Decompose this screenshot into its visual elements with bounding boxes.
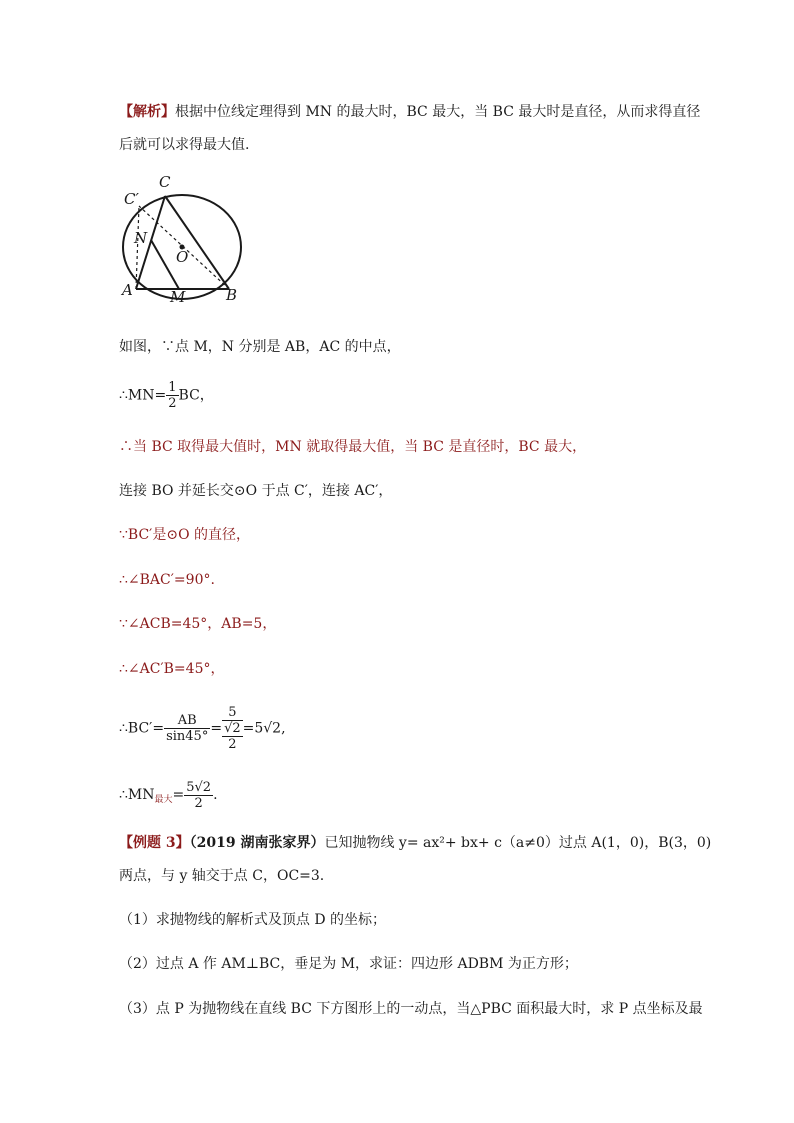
analysis-text-1: 根据中位线定理得到 MN 的最大时，BC 最大，当 BC 最大时是直径，从而求得直径 [175, 104, 701, 120]
segment-mn [151, 240, 179, 289]
analysis-line-1 [119, 101, 700, 123]
analysis-line-2: 后就可以求得最大值. [119, 137, 250, 153]
label-a: A [122, 281, 133, 299]
step-8: ∴∠AC′B=45°， [119, 661, 225, 677]
example-text-1: 已知抛物线 y= ax²+ bx+ c（a≠0）过点 A(1，0)，B(3，0) [324, 835, 712, 851]
example-source: （2019 湖南张家界） [189, 835, 325, 851]
step-2: ∴MN= $\frac{1}{2}$ BC， [119, 380, 214, 411]
label-o: O [176, 248, 189, 266]
question-2: （2）过点 A 作 AM⊥BC，垂足为 M，求证：四边形 ADBM 为正方形； [119, 956, 578, 972]
geometry-figure [112, 170, 252, 306]
label-n: N [134, 229, 148, 247]
label-b: B [226, 286, 238, 304]
example-line-1 [119, 832, 711, 854]
step-10: $\therefore MN_{最大}=$ $\frac{5√2}{2}$ . [119, 779, 218, 811]
step-7: ∵∠ACB=45°，AB=5， [119, 616, 277, 632]
fraction-result: $\frac{5√2}{2}$ [186, 779, 212, 811]
fraction-ab-sin: $\frac{AB}{\sin 45^\circ}$ [166, 713, 209, 744]
step-4: 连接 BO 并延长交⊙O 于点 C′，连接 AC′， [119, 483, 393, 499]
segment-acp [136, 206, 139, 289]
step-3: ∴当 BC 取得最大值时，MN 就取得最大值，当 BC 是直径时，BC 最大， [119, 439, 587, 455]
question-3: （3）点 P 为抛物线在直线 BC 下方图形上的一动点，当△PBC 面积最大时，求 P 点坐标及最 [119, 1001, 703, 1017]
label-m: M [170, 288, 186, 306]
fraction-nested: 5 √2 2 [224, 705, 241, 752]
step-1: 如图，∵点 M，N 分别是 AB，AC 的中点， [119, 339, 401, 355]
step-9: ∴BC′= $\frac{AB}{\sin 45^\circ}$ = 5 √2 2 =5√2, [119, 705, 286, 752]
fraction-half: $\frac{1}{2}$ [168, 380, 177, 411]
label-c: C [159, 173, 171, 191]
question-1: （1）求抛物线的解析式及顶点 D 的坐标； [119, 912, 387, 928]
label-c-prime: C′ [124, 190, 139, 208]
step-6: ∴∠BAC′=90°. [119, 572, 215, 588]
example-line-2: 两点，与 y 轴交于点 C，OC=3. [119, 868, 325, 884]
analysis-tag: 【解析】 [119, 104, 175, 120]
example-tag: 【例题 3】 [119, 835, 190, 851]
segment-cb [165, 196, 229, 289]
step-5: ∵BC′是⊙O 的直径， [119, 527, 251, 543]
